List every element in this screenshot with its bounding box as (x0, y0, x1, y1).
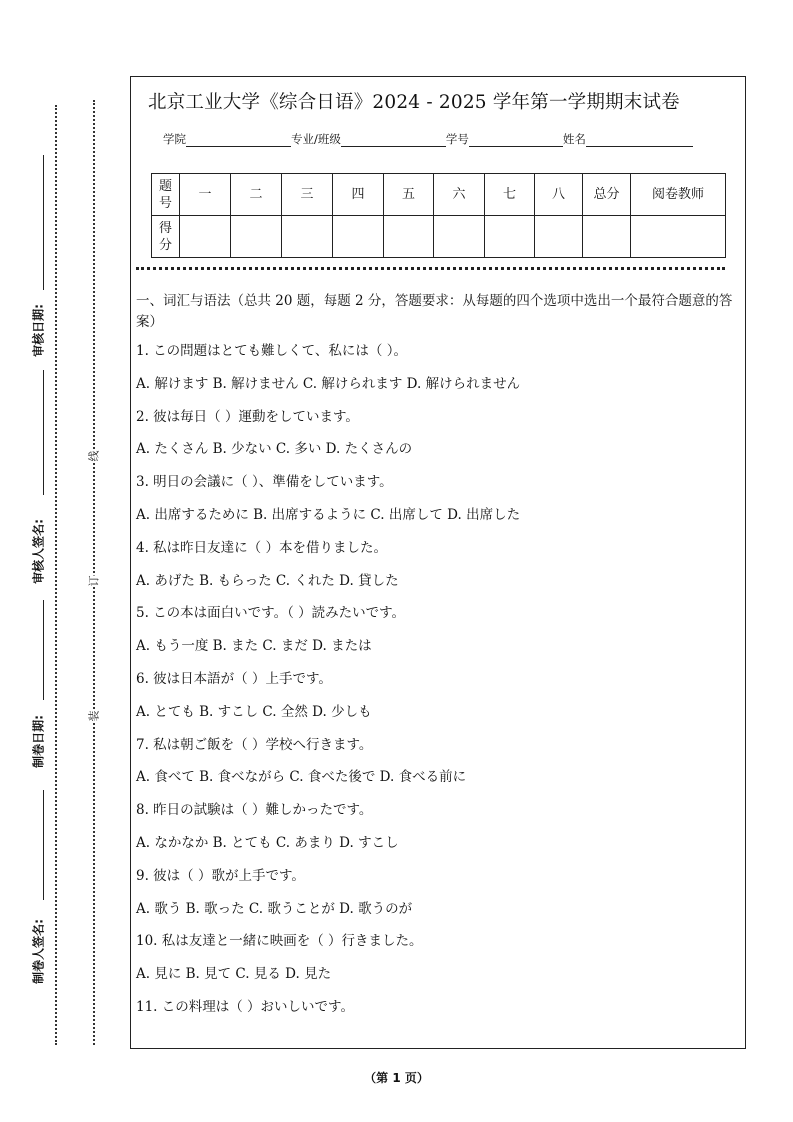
question-11: 11. この料理は（ ）おいしいです。 (136, 998, 354, 1015)
margin-signature-line-4 (43, 790, 44, 900)
col-head-grader: 阅卷教师 (631, 174, 726, 216)
col-head-8: 八 (535, 174, 583, 216)
question-5: 5. この本は面白いです。（ ）読みたいです。 (136, 605, 406, 622)
review-date-label: 审核日期: (31, 304, 46, 357)
score-cell-grader[interactable] (631, 216, 726, 258)
question-8: 8. 昨日の試験は（ ）難しかったです。 (136, 802, 373, 819)
options-7: A. 食べて B. 食べながら C. 食べた後で D. 食べる前に (136, 769, 467, 786)
reviewer-signature-label: 审核人签名: (31, 519, 46, 584)
question-1: 1. この問題はとても難しくて、私には（ ）。 (136, 343, 407, 359)
col-head-total: 总分 (583, 174, 631, 216)
col-head-1: 一 (180, 174, 231, 216)
name-field[interactable] (586, 134, 693, 147)
student-id-field[interactable] (469, 134, 563, 147)
col-head-2: 二 (231, 174, 282, 216)
question-6: 6. 彼は日本語が（ ）上手です。 (136, 670, 332, 687)
options-1: A. 解けます B. 解けません C. 解けられます D. 解けられません (136, 375, 521, 392)
col-head-6: 六 (434, 174, 485, 216)
binding-mark-line: 线 (87, 450, 101, 462)
section-vocab-grammar (136, 291, 736, 1030)
score-cell-5[interactable] (384, 216, 434, 258)
col-head-5: 五 (384, 174, 434, 216)
score-table-score-row (152, 216, 726, 258)
page-number: （第 1 页） (364, 1071, 429, 1085)
compiler-signature-label: 制卷人签名: (31, 919, 46, 984)
score-cell-total[interactable] (583, 216, 631, 258)
score-cell-3[interactable] (282, 216, 333, 258)
binding-mark-staple: 订 (87, 575, 101, 587)
exam-title: 北京工业大学《综合日语》2024 - 2025 学年第一学期期末试卷 (148, 92, 680, 113)
score-cell-2[interactable] (231, 216, 282, 258)
options-4: A. あげた B. もらった C. くれた D. 貸した (136, 572, 399, 589)
margin-dotted-line-binding (93, 100, 95, 1045)
score-table (151, 173, 726, 258)
student-id-label: 学号 (445, 132, 469, 146)
options-2: A. たくさん B. 少ない C. 多い D. たくさんの (136, 441, 413, 458)
college-field[interactable] (186, 134, 291, 147)
margin-signature-line-2 (43, 370, 44, 495)
options-5: A. もう一度 B. また C. まだ D. または (136, 638, 372, 655)
binding-mark-bind: 装 (87, 710, 101, 722)
question-10: 10. 私は友達と一緒に映画を（ ）行きました。 (136, 933, 423, 950)
score-cell-7[interactable] (485, 216, 535, 258)
score-table-header-row (152, 174, 726, 216)
margin-dotted-line-left (55, 105, 57, 1045)
college-label: 学院 (163, 132, 186, 146)
row-label-score: 得分 (152, 216, 180, 258)
score-cell-1[interactable] (180, 216, 231, 258)
question-2: 2. 彼は毎日（ ）運動をしています。 (136, 408, 359, 425)
options-3: A. 出席するために B. 出席するように C. 出席して D. 出席した (136, 506, 521, 523)
score-cell-8[interactable] (535, 216, 583, 258)
question-3: 3. 明日の会議に（ ）、準備をしています。 (136, 474, 393, 491)
student-info-line (163, 131, 693, 147)
options-9: A. 歌う B. 歌った C. 歌うことが D. 歌うのが (136, 900, 413, 917)
question-9: 9. 彼は（ ）歌が上手です。 (136, 867, 305, 884)
score-cell-4[interactable] (333, 216, 384, 258)
name-label: 姓名 (562, 132, 586, 146)
options-6: A. とても B. すこし C. 全然 D. 少しも (136, 703, 372, 720)
col-head-3: 三 (282, 174, 333, 216)
options-10: A. 見に B. 見て C. 見る D. 見た (136, 966, 332, 983)
question-4: 4. 私は昨日友達に（ ）本を借りました。 (136, 539, 387, 556)
question-7: 7. 私は朝ご飯を（ ）学校へ行きます。 (136, 736, 373, 753)
major-class-field[interactable] (341, 134, 446, 147)
col-head-7: 七 (485, 174, 535, 216)
major-class-label: 专业/班级 (291, 132, 341, 146)
compile-date-label: 制卷日期: (31, 715, 46, 768)
dotted-separator (136, 267, 725, 270)
col-head-4: 四 (333, 174, 384, 216)
score-cell-6[interactable] (434, 216, 485, 258)
options-8: A. なかなか B. とても C. あまり D. すこし (136, 834, 399, 851)
section-heading: 一、词汇与语法（总共 20 题，每题 2 分，答题要求：从每题的四个选项中选出一个最符合题意的答案） (136, 293, 733, 330)
row-label-question-no: 题号 (152, 174, 180, 216)
